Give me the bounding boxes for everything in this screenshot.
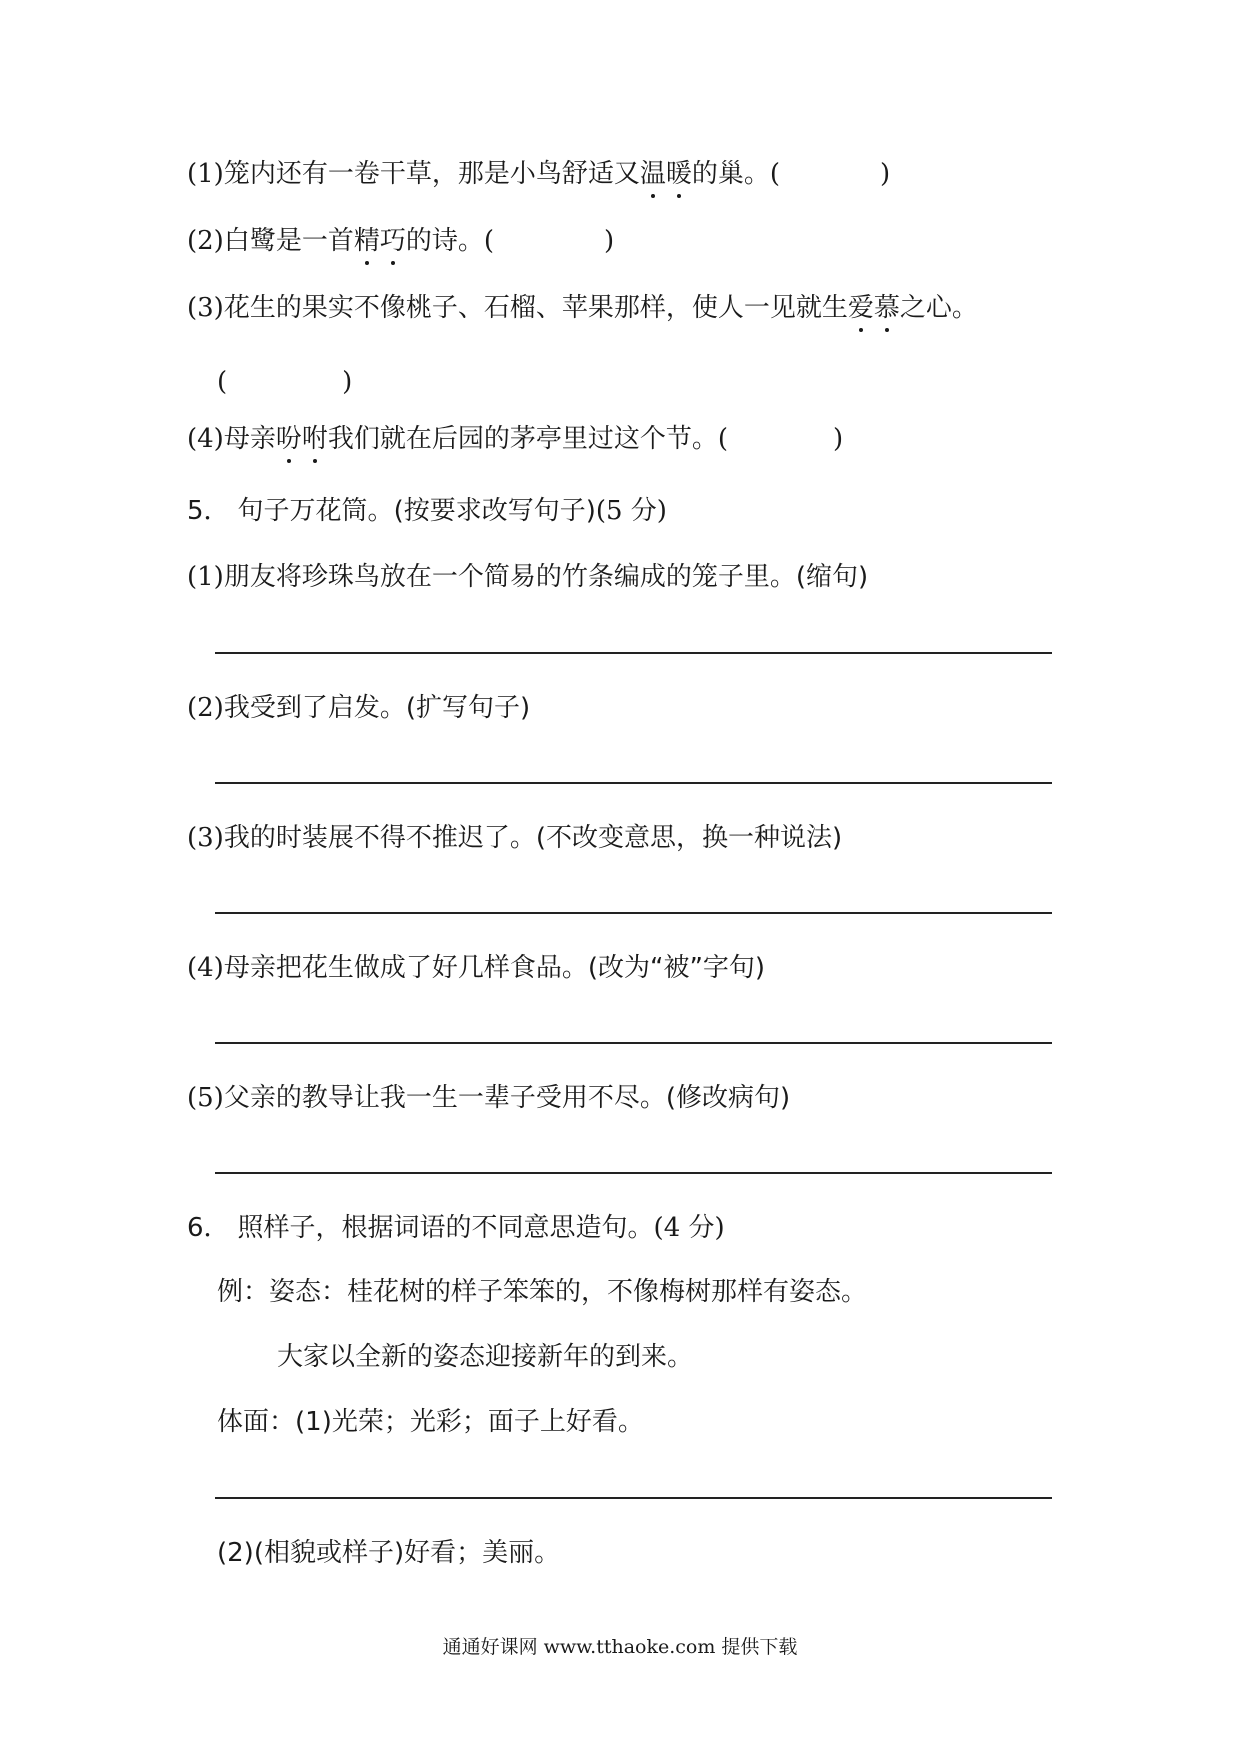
q4-item-3-answer-bracket: ( ): [217, 367, 353, 397]
q5-item-5: (5)父亲的教导让我一生一辈子受用不尽。(修改病句): [187, 1083, 791, 1113]
dotted-char: 爱: [847, 293, 874, 323]
answer-line-3[interactable]: [215, 912, 1052, 914]
q6-meaning-2: (2)(相貌或样子)好看；美丽。: [217, 1538, 561, 1568]
q6-example-line-1: 例：姿态：桂花树的样子笨笨的，不像梅树那样有姿态。: [217, 1277, 868, 1307]
q5-item-1: (1)朋友将珍珠鸟放在一个简易的竹条编成的笼子里。(缩句): [187, 562, 869, 592]
q4-item-4: (4)母亲吩咐我们就在后园的茅亭里过这个节。( ): [187, 424, 844, 454]
answer-line-2[interactable]: [215, 782, 1052, 784]
q5-item-3: (3)我的时装展不得不推迟了。(不改变意思，换一种说法): [187, 823, 843, 853]
q5-title: 5． 句子万花筒。(按要求改写句子)(5 分): [187, 496, 667, 526]
q4-item-2: (2)白鹭是一首精巧的诗。( ): [187, 226, 615, 256]
q4-item-1: (1)笼内还有一卷干草，那是小鸟舒适又温暖的巢。( ): [187, 159, 891, 189]
dotted-char: 暖: [665, 159, 692, 189]
answer-line-6[interactable]: [215, 1497, 1052, 1499]
dotted-char: 咐: [301, 424, 328, 454]
dotted-char: 慕: [873, 293, 900, 323]
q5-item-2: (2)我受到了启发。(扩写句子): [187, 693, 531, 723]
dotted-char: 温: [639, 159, 666, 189]
answer-line-4[interactable]: [215, 1042, 1052, 1044]
q4-item-3: (3)花生的果实不像桃子、石榴、苹果那样，使人一见就生爱慕之心。: [187, 293, 978, 323]
dotted-char: 精: [353, 226, 380, 256]
dotted-char: 巧: [379, 226, 406, 256]
dotted-char: 吩: [275, 424, 302, 454]
answer-line-5[interactable]: [215, 1172, 1052, 1174]
q6-title: 6． 照样子，根据词语的不同意思造句。(4 分): [187, 1213, 725, 1243]
page-footer: 通通好课网 www.tthaoke.com 提供下载: [442, 1636, 798, 1658]
q6-meaning-1: 体面：(1)光荣；光彩；面子上好看。: [217, 1407, 644, 1437]
q6-example-line-2: 大家以全新的姿态迎接新年的到来。: [277, 1342, 694, 1372]
q5-item-4: (4)母亲把花生做成了好几样食品。(改为“被”字句): [187, 953, 766, 983]
answer-line-1[interactable]: [215, 652, 1052, 654]
